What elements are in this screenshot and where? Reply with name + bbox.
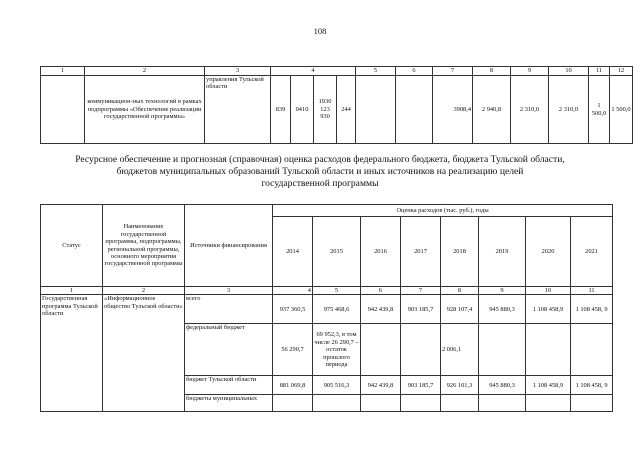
source-cell: бюджеты муниципальных xyxy=(185,395,273,412)
value-cell xyxy=(361,324,401,376)
empty-cell xyxy=(396,76,433,144)
value-cell xyxy=(361,395,401,412)
value-cell xyxy=(571,324,613,376)
value-cell: 1 500,0 xyxy=(589,76,610,144)
header-year: 2021 xyxy=(571,217,613,287)
header-year: 2016 xyxy=(361,217,401,287)
value-cell: 905 516,3 xyxy=(313,376,361,395)
value-cell: 2 310,0 xyxy=(511,76,549,144)
heading-line: Ресурсное обеспечение и прогнозная (справочная) оценка расходов федерального бюджета, бюджета Тульской области, xyxy=(75,154,565,165)
value-cell: 3908,4 xyxy=(433,76,473,144)
col-num-cell: 3 xyxy=(205,67,271,76)
resource-table xyxy=(40,204,613,412)
header-sources: Источники финансирования xyxy=(185,205,273,287)
col-num-cell: 11 xyxy=(589,67,610,76)
value-cell xyxy=(401,324,441,376)
value-cell: 903 185,7 xyxy=(401,295,441,324)
header-estimate: Оценка расходов (тыс. руб.), годы xyxy=(273,205,613,217)
source-cell: федеральный бюджет xyxy=(185,324,273,376)
col-num-cell: 10 xyxy=(549,67,589,76)
source-cell: бюджет Тульской области xyxy=(185,376,273,395)
heading-line: государственной программы xyxy=(261,177,379,189)
code-rzpr-cell: 0410 xyxy=(291,76,314,144)
heading-line: бюджетов муниципальных образований Тульской области и иных источников на реализацию целей xyxy=(116,165,524,177)
value-cell xyxy=(401,395,441,412)
col-num-cell: 2 xyxy=(85,67,205,76)
code-csr-cell: 1930 123 930 xyxy=(314,76,337,144)
continuation-table xyxy=(40,66,633,144)
status-cell: Государственная программа Тульской области xyxy=(41,295,103,412)
col-num-cell: 1 xyxy=(41,67,85,76)
col-num-cell: 5 xyxy=(313,287,361,295)
value-cell: 881 069,8 xyxy=(273,376,313,395)
value-cell xyxy=(273,395,313,412)
code-vr-cell: 244 xyxy=(337,76,356,144)
value-cell: 2 006,1 xyxy=(441,324,479,376)
header-year: 2017 xyxy=(401,217,441,287)
value-cell: 975 468,6 xyxy=(313,295,361,324)
empty-cell xyxy=(356,76,396,144)
col-num-cell: 10 xyxy=(526,287,571,295)
value-cell: 1 108 458,9 xyxy=(526,376,571,395)
table-row xyxy=(41,76,633,144)
col-num-cell: 11 xyxy=(571,287,613,295)
value-cell xyxy=(479,324,526,376)
col-num-cell: 7 xyxy=(401,287,441,295)
header-year: 2014 xyxy=(273,217,313,287)
value-cell: 928 107,4 xyxy=(441,295,479,324)
value-cell xyxy=(526,324,571,376)
value-cell: 903 185,7 xyxy=(401,376,441,395)
value-cell: 945 880,3 xyxy=(479,295,526,324)
value-cell xyxy=(571,395,613,412)
header-year: 2020 xyxy=(526,217,571,287)
value-cell: 945 880,3 xyxy=(479,376,526,395)
value-cell: 2 310,0 xyxy=(549,76,589,144)
col-num-cell: 9 xyxy=(511,67,549,76)
empty-cell xyxy=(41,76,85,144)
header-year: 2019 xyxy=(479,217,526,287)
activity-name-cell: коммуникацион-ных технологий в рамках подпрограммы «Обеспечение реализации государственной программы» xyxy=(85,76,205,144)
col-num-cell: 12 xyxy=(610,67,633,76)
value-cell: 926 101,3 xyxy=(441,376,479,395)
value-cell: 2 940,8 xyxy=(473,76,511,144)
executor-cell: управления Тульской области xyxy=(205,76,271,144)
column-number-row xyxy=(41,287,613,295)
code-grbs-cell: 839 xyxy=(271,76,291,144)
program-name-cell: «Информационное общество Тульской области» xyxy=(103,295,185,412)
section-heading xyxy=(20,154,620,190)
value-cell: 1 108 458, 9 xyxy=(571,376,613,395)
col-num-cell: 9 xyxy=(479,287,526,295)
col-num-cell: 4 xyxy=(271,67,356,76)
col-num-cell: 3 xyxy=(185,287,273,295)
col-num-cell: 6 xyxy=(361,287,401,295)
col-num-cell: 5 xyxy=(356,67,396,76)
column-number-row xyxy=(41,67,633,76)
value-cell: 942 439,8 xyxy=(361,376,401,395)
col-num-cell: 7 xyxy=(433,67,473,76)
table-row xyxy=(41,295,613,324)
value-cell xyxy=(313,395,361,412)
value-cell: 937 360,5 xyxy=(273,295,313,324)
header-year: 2018 xyxy=(441,217,479,287)
col-num-cell: 8 xyxy=(441,287,479,295)
value-cell xyxy=(479,395,526,412)
header-name: Наименование государственной программы, подпрограммы, региональной программы, основного мероприятия государственной программы xyxy=(103,205,185,287)
col-num-cell: 6 xyxy=(396,67,433,76)
value-cell: 942 439,8 xyxy=(361,295,401,324)
value-cell xyxy=(526,395,571,412)
value-cell: 1 108 458, 9 xyxy=(571,295,613,324)
col-num-cell: 8 xyxy=(473,67,511,76)
value-cell: 1 108 458,9 xyxy=(526,295,571,324)
col-num-cell: 4 xyxy=(273,287,313,295)
header-year: 2015 xyxy=(313,217,361,287)
value-cell: 56 290,7 xyxy=(273,324,313,376)
value-cell: 69 952,3, в том числе 26 290,7 – остаток прошлого периода xyxy=(313,324,361,376)
source-cell: всего xyxy=(185,295,273,324)
col-num-cell: 1 xyxy=(41,287,103,295)
value-cell xyxy=(441,395,479,412)
page-number: 108 xyxy=(313,26,327,36)
col-num-cell: 2 xyxy=(103,287,185,295)
header-status: Статус xyxy=(41,205,103,287)
value-cell: 1 500,0 xyxy=(610,76,633,144)
